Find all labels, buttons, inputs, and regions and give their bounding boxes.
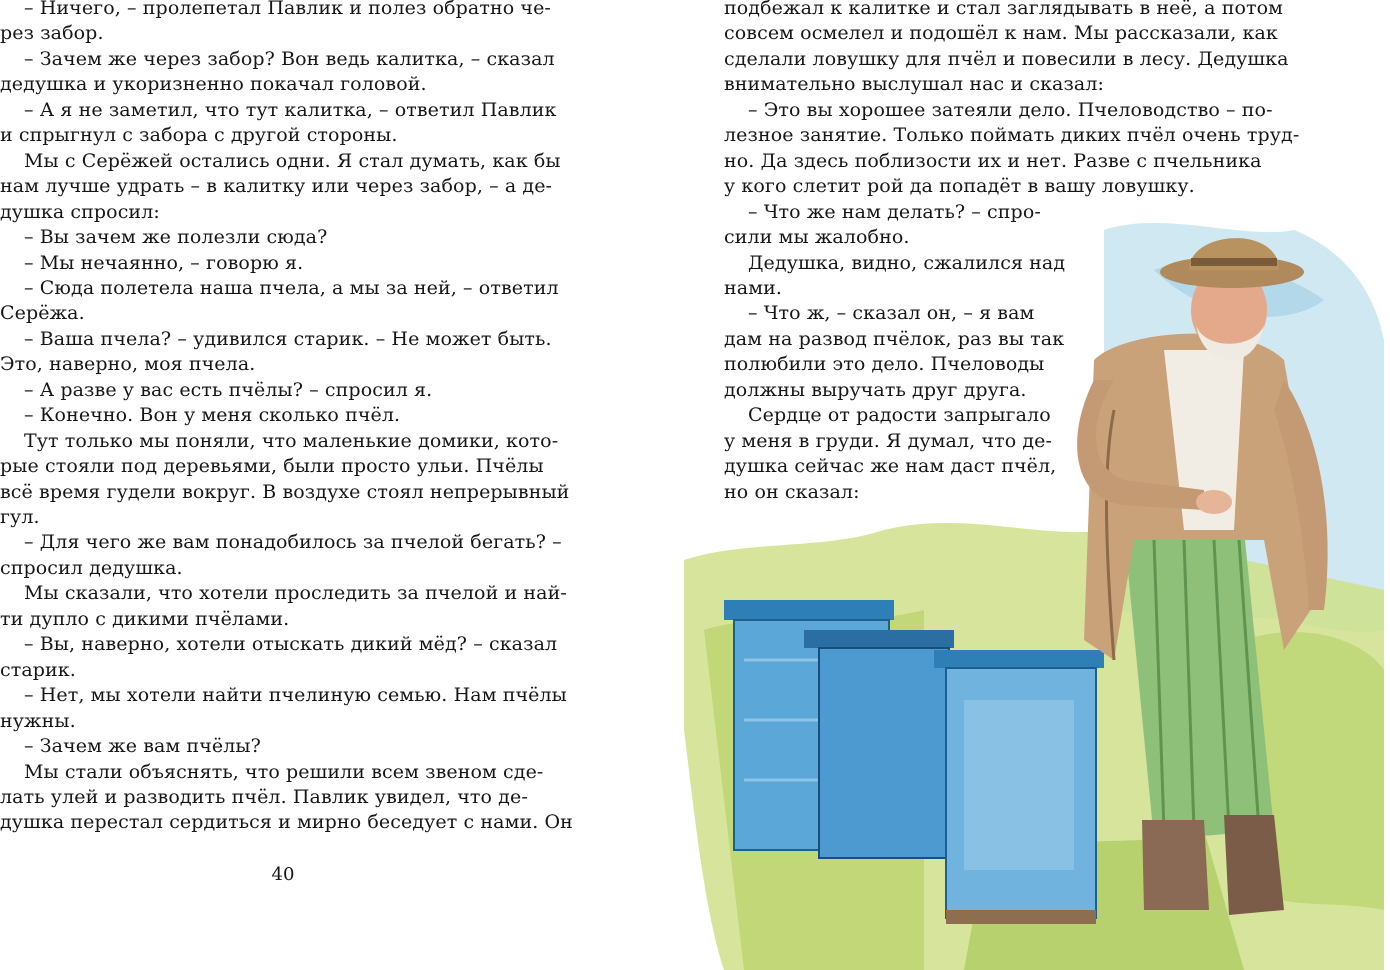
text-line: душка сейчас же нам даст пчёл,: [724, 455, 1057, 478]
text-line: Тут только мы поняли, что маленькие домики, кото-: [24, 429, 559, 452]
beekeeper-illustration: [684, 210, 1390, 970]
text-line: Серёжа.: [0, 302, 85, 325]
text-line: у кого слетит рой да попадёт в вашу ловушку.: [724, 175, 1195, 198]
beehive-middle: [804, 630, 954, 858]
text-line: лезное занятие. Только поймать диких пчёл очень труд-: [724, 124, 1300, 147]
text-line: но. Да здесь поблизости их и нет. Разве с пчельника: [724, 149, 1262, 172]
text-line: – Для чего же вам понадобилось за пчелой бегать? –: [24, 531, 562, 554]
text-line: сделали ловушку для пчёл и повесили в лесу. Дедушка: [724, 47, 1289, 70]
text-line: дедушка и укоризненно покачал головой.: [0, 73, 427, 96]
text-line: гул.: [0, 506, 40, 528]
text-line: Мы стали объяснять, что решили всем звеном сде-: [24, 760, 544, 783]
text-line: – Что же нам делать? – спро-: [748, 200, 1041, 223]
text-line: у меня в груди. Я думал, что де-: [724, 429, 1053, 452]
text-line: сили мы жалобно.: [724, 226, 910, 249]
text-line: Мы сказали, что хотели проследить за пчелой и най-: [24, 582, 567, 605]
text-line: нужны.: [0, 709, 76, 732]
text-line: рез забор.: [0, 22, 104, 45]
text-line: старик.: [0, 658, 76, 681]
text-line: – Мы нечаянно, – говорю я.: [24, 251, 304, 274]
text-line: – Нет, мы хотели найти пчелиную семью. Нам пчёлы: [24, 684, 567, 707]
text-line: – Вы зачем же полезли сюда?: [24, 226, 328, 249]
text-line: Сердце от радости запрыгало: [748, 404, 1051, 427]
text-line: душка перестал сердиться и мирно беседует с нами. Он: [0, 811, 573, 834]
text-line: и спрыгнул с забора с другой стороны.: [0, 124, 398, 147]
text-line: внимательно выслушал нас и сказал:: [724, 73, 1105, 96]
text-line: – Конечно. Вон у меня сколько пчёл.: [24, 404, 401, 427]
text-line: нами.: [724, 276, 782, 299]
text-line: полюбили это дело. Пчеловоды: [724, 353, 1045, 376]
text-line: – А разве у вас есть пчёлы? – спросил я.: [24, 378, 433, 401]
text-line: душка спросил:: [0, 200, 160, 223]
text-line: – Вы, наверно, хотели отыскать дикий мёд? – сказал: [24, 633, 558, 656]
text-line: но он сказал:: [724, 480, 860, 503]
text-line: – Ничего, – пролепетал Павлик и полез обратно че-: [24, 0, 551, 19]
text-line: – Зачем же вам пчёлы?: [24, 735, 261, 758]
page-number: 40: [271, 864, 295, 885]
text-line: лать улей и разводить пчёл. Павлик увидел, что де-: [0, 785, 528, 808]
text-line: нам лучше удрать – в калитку или через забор, – а де-: [0, 175, 553, 198]
text-line: Это, наверно, моя пчела.: [0, 353, 256, 376]
text-line: совсем осмелел и подошёл к нам. Мы рассказали, как: [724, 22, 1278, 45]
text-line: – Ваша пчела? – удивился старик. – Не может быть.: [24, 327, 552, 350]
text-line: дам на развод пчёлок, раз вы так: [724, 327, 1065, 350]
text-line: должны выручать друг друга.: [724, 378, 1027, 401]
text-line: всё время гудели вокруг. В воздухе стоял непрерывный: [0, 480, 570, 503]
text-line: – Сюда полетела наша пчела, а мы за ней, – ответил: [24, 276, 559, 299]
text-line: Дедушка, видно, сжалился над: [748, 251, 1066, 274]
text-line: спросил дедушка.: [0, 556, 183, 579]
text-line: ти дупло с дикими пчёлами.: [0, 607, 290, 630]
text-line: – А я не заметил, что тут калитка, – ответил Павлик: [24, 98, 557, 121]
text-line: подбежал к калитке и стал заглядывать в неё, а потом: [724, 0, 1284, 19]
text-line: – Это вы хорошее затеяли дело. Пчеловодство – по-: [748, 98, 1273, 121]
text-line: – Зачем же через забор? Вон ведь калитка, – сказал: [24, 47, 555, 70]
text-line: – Что ж, – сказал он, – я вам: [748, 302, 1035, 325]
beehive-front: [934, 650, 1104, 924]
text-line: Мы с Серёжей остались одни. Я стал думать, как бы: [24, 149, 561, 172]
text-line: рые стояли под деревьями, были просто ульи. Пчёлы: [0, 455, 544, 478]
